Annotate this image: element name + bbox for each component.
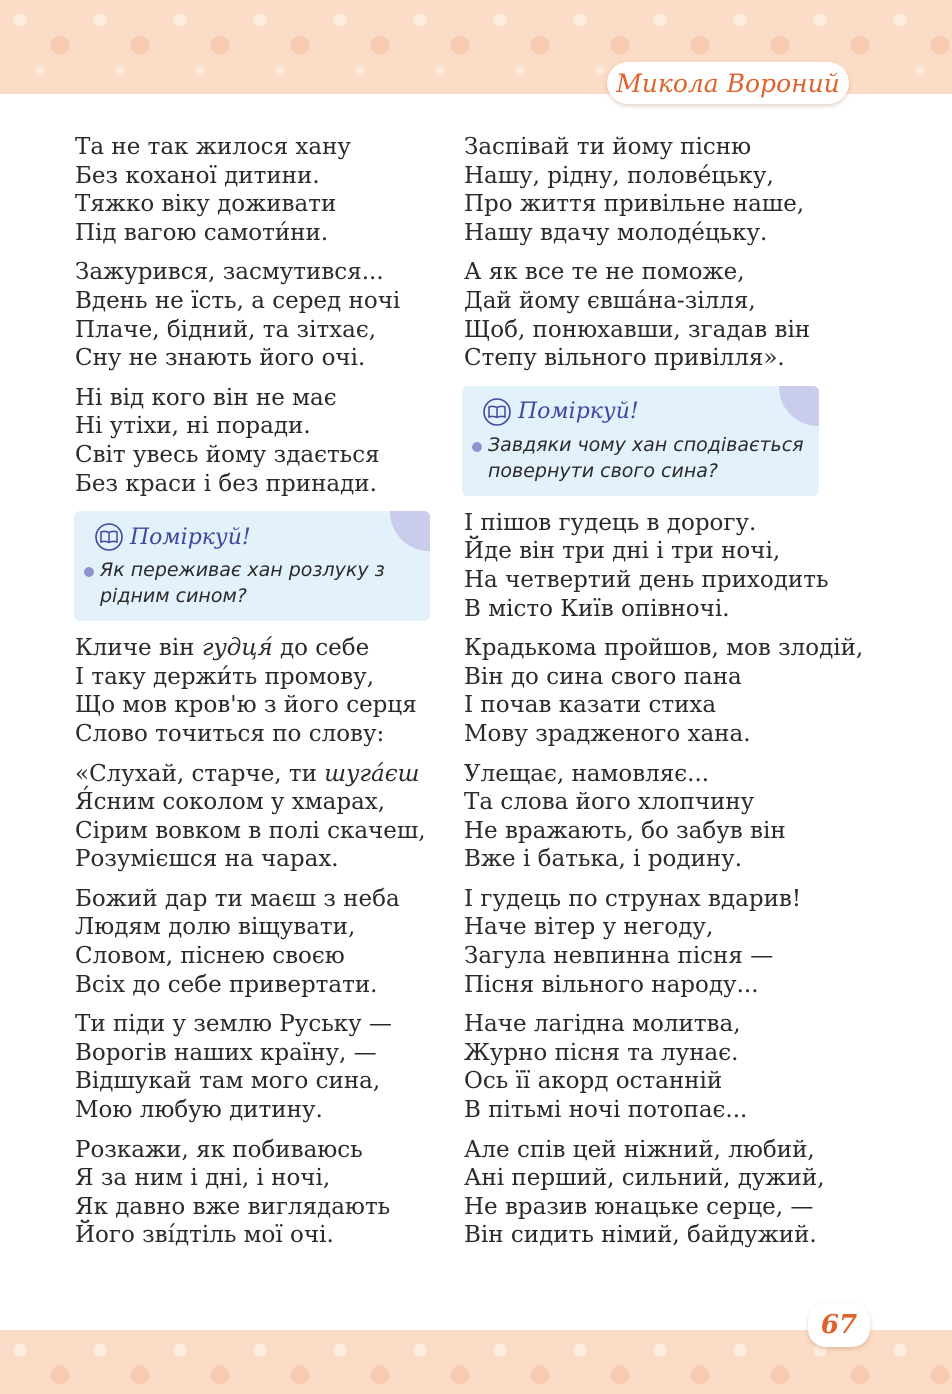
verse-line: Що мов кров'ю з його серця	[75, 692, 417, 719]
verse-line: Ти піди у землю Руську —	[75, 1011, 392, 1038]
verse-line: Та не так жилося хану	[75, 134, 351, 160]
verse-line: Я за ним і дні, і ночі,	[75, 1165, 331, 1192]
stanza	[464, 634, 864, 748]
verse-line: Улещає, намовляє...	[464, 760, 710, 787]
think-question-text: Завдяки чому хан сподівається повернути свого сина?	[488, 433, 804, 482]
verse-line: Тяжко віку доживати	[75, 191, 337, 218]
verse-line: Ворогів наших країну, —	[75, 1039, 377, 1066]
bullet	[84, 567, 94, 577]
verse-line: Але спів цей ніжний, любий,	[464, 1136, 815, 1163]
right-column	[464, 133, 864, 1261]
verse-line: Мову зрадженого хана.	[464, 720, 751, 747]
verse-line: Нашу, рідну, полове́цьку,	[464, 162, 774, 189]
stanza	[75, 384, 455, 498]
verse-line: Йде він три дні і три ночі,	[464, 538, 781, 565]
verse-line: Божий дар ти маєш з неба	[75, 885, 400, 912]
think-header	[482, 398, 807, 426]
think-question	[472, 432, 807, 484]
verse-line: А як все те не поможе,	[464, 259, 745, 286]
stanza-group	[464, 133, 844, 373]
stanza	[464, 1136, 844, 1250]
verse-line: Про життя привільне наше,	[464, 191, 805, 218]
open-book-icon	[482, 398, 512, 426]
stanza	[464, 885, 844, 999]
verse-line: Всіх до себе привертати.	[75, 971, 378, 998]
verse-line: Крадькома пройшов, мов злодій,	[464, 635, 864, 662]
verse-line: На четвертий день приходить	[464, 566, 829, 593]
verse-line: Загула невпинна пісня —	[464, 943, 774, 970]
stanza	[75, 885, 455, 999]
stanza-group	[75, 133, 455, 498]
verse-line: Розумієшся на чарах.	[75, 846, 339, 873]
verse-line: Наче лагідна молитва,	[464, 1011, 741, 1038]
think-question	[84, 557, 418, 609]
verse-line: Кличе він гудця́ до себе	[75, 635, 370, 662]
bottom-ornament-band	[0, 1330, 952, 1394]
stanza	[75, 133, 455, 247]
stanza	[464, 133, 844, 247]
verse-line: Відшукай там мого сина,	[75, 1068, 381, 1095]
stanza	[464, 258, 844, 372]
verse-line: Ось її акорд останній	[464, 1068, 723, 1095]
verse-line: Він сидить німий, байдужий.	[464, 1222, 817, 1249]
verse-line: Сну не знають його очі.	[75, 345, 366, 372]
verse-line: Як давно вже виглядають	[75, 1193, 391, 1220]
stanza-group	[464, 509, 864, 1261]
verse-line: Та слова його хлопчину	[464, 789, 755, 816]
stanza	[75, 1136, 455, 1250]
verse-line: Пісня вільного народу...	[464, 971, 759, 998]
verse-line: Плаче, бідний, та зітхає,	[75, 316, 377, 343]
think-title: Поміркуй!	[518, 399, 639, 425]
verse-line: Журно пісня та лунає.	[464, 1039, 739, 1066]
verse-line: Дай йому євша́на-зілля,	[464, 287, 756, 314]
verse-line: Мою любую дитину.	[75, 1097, 323, 1124]
verse-line: Наче вітер у негоду,	[464, 914, 714, 941]
verse-line: Ні від кого він не має	[75, 384, 337, 411]
think-box	[74, 511, 430, 621]
stanza	[75, 760, 455, 874]
verse-line: Вдень не їсть, а серед ночі	[75, 287, 401, 314]
verse-line: Заспівай ти йому пісню	[464, 134, 752, 160]
bullet	[472, 442, 482, 452]
stanza	[464, 1010, 844, 1124]
verse-line: Слово точиться по слову:	[75, 720, 385, 747]
verse-line: Ані перший, сильний, дужий,	[464, 1165, 825, 1192]
verse-line: І таку держи́ть промову,	[75, 663, 375, 690]
verse-line: Словом, піснею своєю	[75, 943, 345, 970]
stanza	[75, 1010, 455, 1124]
verse-line: Вже і батька, і родину.	[464, 846, 743, 873]
verse-line: «Слухай, старче, ти шуга́єш	[75, 760, 420, 787]
stanza	[464, 760, 844, 874]
author-tab: Микола Вороний	[607, 62, 849, 104]
think-question-text: Як переживає хан розлуку з рідним сином?	[100, 559, 385, 608]
verse-line: Ні утіхи, ні поради.	[75, 413, 311, 440]
verse-line: Сірим вовком в полі скачеш,	[75, 817, 426, 844]
stanza	[464, 509, 844, 623]
verse-line: І почав казати стиха	[464, 692, 717, 719]
think-box	[462, 386, 819, 496]
stanza	[75, 634, 455, 748]
verse-line: Розкажи, як побиваюсь	[75, 1136, 363, 1163]
verse-line: Я́сним соколом у хмарах,	[75, 789, 386, 816]
verse-line: Щоб, понюхавши, згадав він	[464, 316, 811, 343]
open-book-icon	[94, 523, 124, 551]
verse-line: Без краси і без принади.	[75, 470, 377, 497]
verse-line: І пішов гудець в дорогу.	[464, 509, 757, 536]
verse-line: Світ увесь йому здається	[75, 441, 380, 468]
verse-line: Нашу вдачу молоде́цьку.	[464, 219, 768, 246]
verse-line: Людям долю віщувати,	[75, 914, 356, 941]
verse-line: Його зві́дтіль мої очі.	[75, 1222, 334, 1249]
verse-line: Він до сина свого пана	[464, 663, 742, 690]
verse-line: В місто Київ опівночі.	[464, 595, 730, 622]
verse-line: В пітьмі ночі потопає...	[464, 1097, 748, 1124]
verse-line: Не вражають, бо забув він	[464, 817, 786, 844]
verse-line: Без коханої дитини.	[75, 162, 320, 189]
stanza-group	[75, 885, 455, 1261]
verse-line: Зажурився, засмутився...	[75, 259, 384, 286]
left-column	[75, 133, 455, 1261]
verse-line: І гудець по струнах вдарив!	[464, 885, 802, 912]
verse-line: Степу вільного привілля».	[464, 345, 785, 372]
page-number: 67	[808, 1303, 870, 1347]
stanza	[75, 258, 455, 372]
verse-line: Не вразив юнацьке серце, —	[464, 1193, 814, 1220]
think-title: Поміркуй!	[130, 524, 251, 550]
verse-line: Під вагою самоти́ни.	[75, 219, 329, 246]
think-header	[94, 523, 418, 551]
